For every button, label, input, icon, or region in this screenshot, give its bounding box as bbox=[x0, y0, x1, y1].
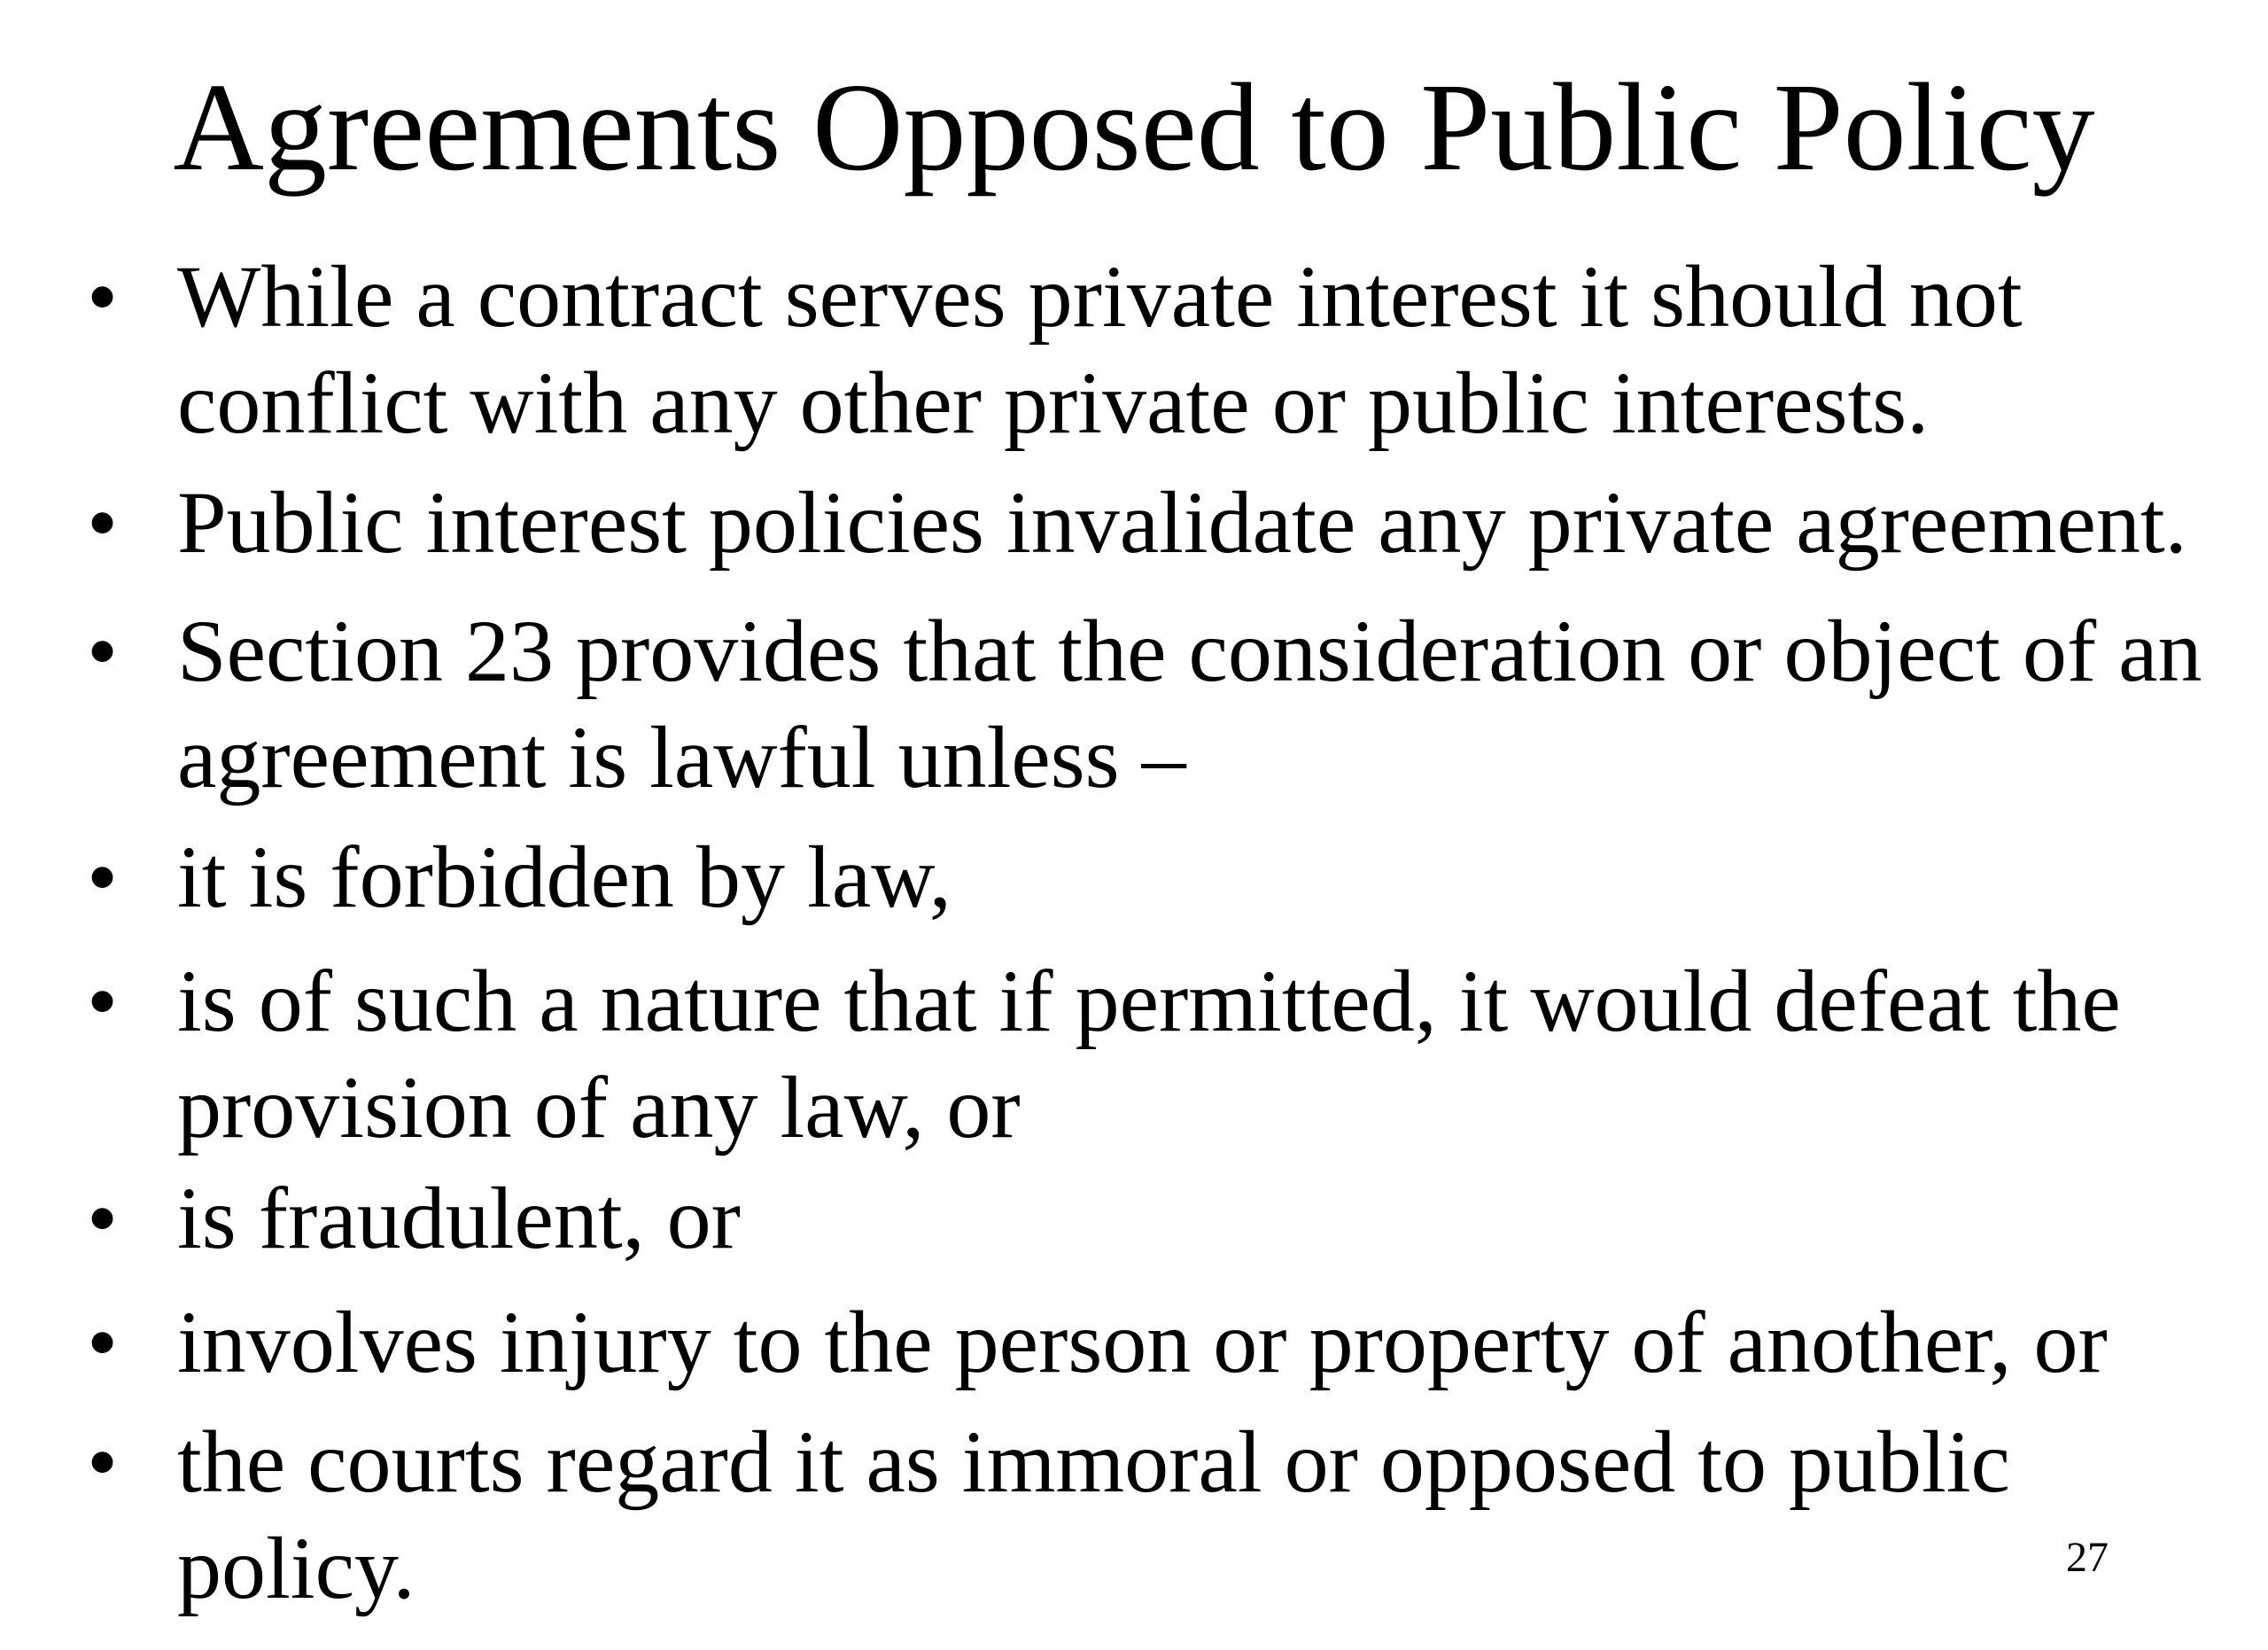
bullet-text: Public interest policies invalidate any private agreement. bbox=[177, 473, 2187, 572]
bullet-icon: • bbox=[87, 247, 119, 346]
slide-title: Agreements Opposed to Public Policy bbox=[173, 57, 2095, 197]
bullet-text: is fraudulent, or bbox=[177, 1169, 741, 1267]
bullet-icon: • bbox=[87, 1413, 119, 1511]
bullet-text: involves injury to the person or property of another, or bbox=[177, 1293, 2108, 1391]
bullet-icon: • bbox=[87, 952, 119, 1050]
bullet-text: is of such a nature that if permitted, it would defeat the provision of any law, or bbox=[177, 952, 2121, 1156]
bullet-icon: • bbox=[87, 473, 119, 572]
bullet-text: Section 23 provides that the consideration or object of an agreement is lawful unless – bbox=[177, 602, 2202, 806]
bullet-icon: • bbox=[87, 602, 119, 700]
bullet-icon: • bbox=[87, 1293, 119, 1391]
bullet-icon: • bbox=[87, 828, 119, 926]
bullet-text: While a contract serves private interest it should not conflict with any other private or public interests. bbox=[177, 247, 2023, 452]
bullet-icon: • bbox=[87, 1169, 119, 1267]
bullet-text: it is forbidden by law, bbox=[177, 828, 951, 926]
bullet-text: the courts regard it as immoral or opposed to public policy. bbox=[177, 1413, 2010, 1617]
slide-number: 27 bbox=[2066, 1534, 2109, 1581]
